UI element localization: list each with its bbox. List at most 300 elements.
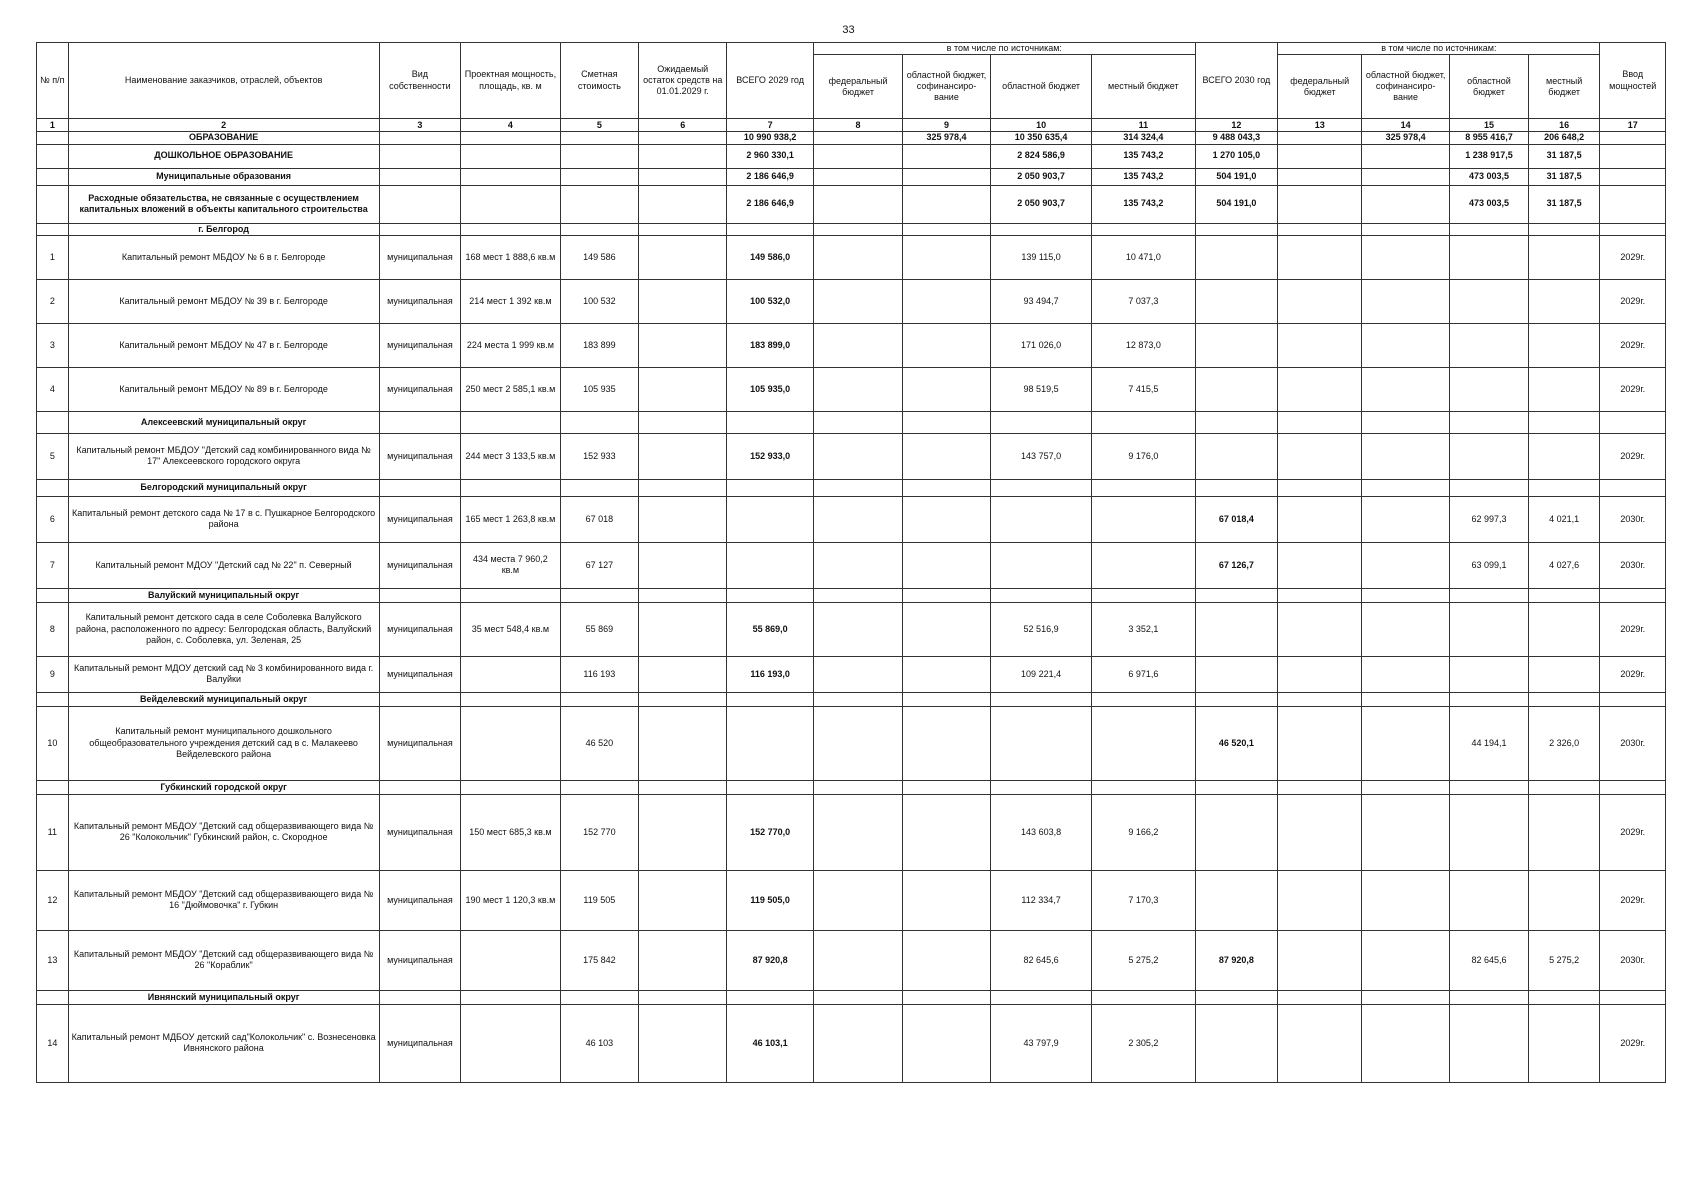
table-cell: 2030г.	[1600, 706, 1666, 780]
table-cell: 171 026,0	[990, 323, 1091, 367]
table-cell	[639, 144, 727, 168]
table-cell	[814, 930, 903, 990]
table-cell	[1528, 794, 1600, 870]
table-cell: муниципальная	[379, 794, 461, 870]
header-ownership: Вид собственности	[379, 43, 461, 119]
table-cell	[639, 496, 727, 542]
object-name: Капитальный ремонт детского сада № 17 в с. Пушкарное Белгородского района	[68, 496, 379, 542]
table-cell: 12 873,0	[1092, 323, 1195, 367]
table-cell: 2 305,2	[1092, 1004, 1195, 1082]
table-cell	[560, 588, 639, 602]
table-cell	[1528, 588, 1600, 602]
table-cell: 168 мест 1 888,6 кв.м	[461, 235, 560, 279]
table-cell	[1195, 780, 1278, 794]
object-name: Капитальный ремонт МБДОУ № 39 в г. Белгороде	[68, 279, 379, 323]
header-name: Наименование заказчиков, отраслей, объектов	[68, 43, 379, 119]
table-cell	[814, 794, 903, 870]
table-cell	[814, 323, 903, 367]
column-number: 8	[814, 119, 903, 132]
table-row	[37, 602, 1666, 656]
table-cell: 2029г.	[1600, 323, 1666, 367]
table-cell	[1195, 602, 1278, 656]
table-cell	[1528, 323, 1600, 367]
table-cell	[903, 990, 991, 1004]
section-num-cell	[37, 692, 69, 706]
header-num: № п/п	[37, 43, 69, 119]
table-cell	[560, 692, 639, 706]
table-row	[37, 279, 1666, 323]
table-row	[37, 706, 1666, 780]
table-cell: 2029г.	[1600, 433, 1666, 479]
table-cell: 119 505	[560, 870, 639, 930]
table-cell: 87 920,8	[727, 930, 814, 990]
table-cell: 10 471,0	[1092, 235, 1195, 279]
table-row	[37, 323, 1666, 367]
table-cell: 244 мест 3 133,5 кв.м	[461, 433, 560, 479]
table-cell	[903, 794, 991, 870]
section-num-cell	[37, 411, 69, 433]
column-number: 6	[639, 119, 727, 132]
table-cell: 112 334,7	[990, 870, 1091, 930]
table-cell: 55 869	[560, 602, 639, 656]
table-cell	[639, 542, 727, 588]
table-cell	[639, 794, 727, 870]
table-cell	[639, 185, 727, 223]
table-cell: 67 018,4	[1195, 496, 1278, 542]
table-cell	[639, 602, 727, 656]
section-num-cell	[37, 479, 69, 496]
row-number: 12	[37, 870, 69, 930]
column-number: 4	[461, 119, 560, 132]
table-cell	[1362, 479, 1450, 496]
table-cell: 214 мест 1 392 кв.м	[461, 279, 560, 323]
table-cell: 152 770	[560, 794, 639, 870]
table-cell	[1450, 433, 1529, 479]
table-cell	[1362, 235, 1450, 279]
table-row	[37, 930, 1666, 990]
table-row	[37, 794, 1666, 870]
table-cell	[1450, 279, 1529, 323]
table-cell: 6 971,6	[1092, 656, 1195, 692]
table-cell	[814, 185, 903, 223]
table-cell	[1362, 656, 1450, 692]
table-cell	[814, 223, 903, 235]
table-cell	[1600, 990, 1666, 1004]
table-cell	[461, 1004, 560, 1082]
header-sources-2030: в том числе по источникам:	[1278, 43, 1600, 55]
table-cell: 100 532	[560, 279, 639, 323]
row-number	[37, 144, 69, 168]
table-cell: 2 050 903,7	[990, 168, 1091, 185]
table-cell	[990, 496, 1091, 542]
table-cell: 2029г.	[1600, 367, 1666, 411]
table-cell	[1362, 323, 1450, 367]
table-cell	[379, 411, 461, 433]
table-cell	[1528, 411, 1600, 433]
table-cell: 82 645,6	[990, 930, 1091, 990]
table-cell	[1278, 692, 1362, 706]
table-cell	[1450, 780, 1529, 794]
table-cell	[639, 656, 727, 692]
table-cell	[727, 692, 814, 706]
table-cell	[903, 542, 991, 588]
table-cell	[1450, 602, 1529, 656]
table-cell	[1195, 367, 1278, 411]
table-cell	[1195, 235, 1278, 279]
table-cell	[639, 780, 727, 794]
table-cell	[1600, 692, 1666, 706]
row-number: 14	[37, 1004, 69, 1082]
table-cell	[1450, 411, 1529, 433]
table-cell: 150 мест 685,3 кв.м	[461, 794, 560, 870]
table-cell: муниципальная	[379, 235, 461, 279]
header-capacity: Проектная мощность, площадь, кв. м	[461, 43, 560, 119]
table-cell	[560, 479, 639, 496]
table-cell: 152 933,0	[727, 433, 814, 479]
row-number	[37, 168, 69, 185]
table-cell	[1600, 132, 1666, 144]
table-cell	[727, 479, 814, 496]
table-cell	[379, 132, 461, 144]
table-cell	[639, 479, 727, 496]
table-cell: 105 935,0	[727, 367, 814, 411]
table-cell	[639, 223, 727, 235]
table-cell	[814, 990, 903, 1004]
table-cell	[814, 367, 903, 411]
table-cell	[903, 279, 991, 323]
table-cell	[1362, 411, 1450, 433]
table-cell	[1362, 144, 1450, 168]
header-regional-2029: областной бюджет	[990, 55, 1091, 119]
row-number: 2	[37, 279, 69, 323]
row-number: 10	[37, 706, 69, 780]
table-cell	[1278, 279, 1362, 323]
table-cell	[1528, 656, 1600, 692]
table-cell	[814, 496, 903, 542]
table-cell	[461, 479, 560, 496]
table-cell	[1278, 930, 1362, 990]
table-cell	[814, 706, 903, 780]
table-cell	[990, 692, 1091, 706]
table-cell	[1362, 168, 1450, 185]
table-cell: 119 505,0	[727, 870, 814, 930]
object-name: Капитальный ремонт МБДОУ "Детский сад комбинированного вида № 17" Алексеевского городского округа	[68, 433, 379, 479]
table-cell: 9 166,2	[1092, 794, 1195, 870]
table-cell	[1450, 588, 1529, 602]
table-cell	[1278, 433, 1362, 479]
table-cell: 31 187,5	[1528, 185, 1600, 223]
table-cell	[1092, 692, 1195, 706]
table-cell	[903, 168, 991, 185]
table-cell	[639, 692, 727, 706]
table-cell	[1600, 780, 1666, 794]
table-cell	[1362, 223, 1450, 235]
table-cell	[903, 602, 991, 656]
table-cell	[1092, 542, 1195, 588]
table-cell: 44 194,1	[1450, 706, 1529, 780]
table-cell: 1 238 917,5	[1450, 144, 1529, 168]
table-cell	[639, 433, 727, 479]
object-name: ОБРАЗОВАНИЕ	[68, 132, 379, 144]
table-cell	[903, 656, 991, 692]
table-cell: 46 520	[560, 706, 639, 780]
row-number: 4	[37, 367, 69, 411]
table-cell	[1600, 168, 1666, 185]
table-cell	[379, 168, 461, 185]
table-cell: 98 519,5	[990, 367, 1091, 411]
table-cell	[1528, 1004, 1600, 1082]
table-cell	[1092, 990, 1195, 1004]
table-cell	[1450, 794, 1529, 870]
table-cell: 206 648,2	[1528, 132, 1600, 144]
table-cell: 314 324,4	[1092, 132, 1195, 144]
table-cell: 52 516,9	[990, 602, 1091, 656]
table-cell: муниципальная	[379, 496, 461, 542]
table-cell	[814, 433, 903, 479]
table-cell	[814, 542, 903, 588]
section-num-cell	[37, 588, 69, 602]
table-cell	[990, 780, 1091, 794]
table-cell: 82 645,6	[1450, 930, 1529, 990]
table-cell	[903, 223, 991, 235]
table-cell	[1278, 542, 1362, 588]
table-cell	[903, 479, 991, 496]
table-cell: 31 187,5	[1528, 168, 1600, 185]
table-cell	[990, 542, 1091, 588]
table-cell: 46 520,1	[1195, 706, 1278, 780]
table-cell: муниципальная	[379, 367, 461, 411]
section-title: Вейделевский муниципальный округ	[68, 692, 379, 706]
table-cell: муниципальная	[379, 542, 461, 588]
table-cell	[903, 433, 991, 479]
table-cell	[1362, 542, 1450, 588]
table-cell	[639, 706, 727, 780]
table-cell	[903, 496, 991, 542]
object-name: Капитальный ремонт МДОУ детский сад № 3 комбинированного вида г. Валуйки	[68, 656, 379, 692]
table-cell: 55 869,0	[727, 602, 814, 656]
table-cell	[1450, 223, 1529, 235]
table-cell	[1092, 479, 1195, 496]
row-number: 7	[37, 542, 69, 588]
table-cell	[727, 780, 814, 794]
section-row	[37, 223, 1666, 235]
object-name: Капитальный ремонт детского сада в селе Соболевка Валуйского района, расположенного по адресу: Белгородская область, Валуйский район, с. Соболевка, ул. Зеленая, 25	[68, 602, 379, 656]
column-number-row	[37, 119, 1666, 132]
table-cell	[379, 223, 461, 235]
header-local-2029: местный бюджет	[1092, 55, 1195, 119]
table-cell	[814, 132, 903, 144]
table-cell: 10 350 635,4	[990, 132, 1091, 144]
object-name: Капитальный ремонт муниципального дошкольного общеобразовательного учреждения детский сад в с. Малакеево Вейделевского района	[68, 706, 379, 780]
table-cell	[1278, 588, 1362, 602]
row-number: 9	[37, 656, 69, 692]
table-cell: 2029г.	[1600, 794, 1666, 870]
column-number: 12	[1195, 119, 1278, 132]
row-number: 3	[37, 323, 69, 367]
table-cell	[1362, 602, 1450, 656]
table-cell: 67 018	[560, 496, 639, 542]
table-cell	[1528, 479, 1600, 496]
table-cell: 2029г.	[1600, 870, 1666, 930]
table-row	[37, 1004, 1666, 1082]
table-cell	[814, 692, 903, 706]
table-cell	[1195, 588, 1278, 602]
table-cell	[1528, 433, 1600, 479]
table-cell: 149 586,0	[727, 235, 814, 279]
table-cell	[560, 411, 639, 433]
table-cell	[727, 990, 814, 1004]
table-cell: 4 027,6	[1528, 542, 1600, 588]
table-cell	[1362, 279, 1450, 323]
table-cell	[1195, 794, 1278, 870]
table-cell	[1450, 990, 1529, 1004]
row-number	[37, 185, 69, 223]
total-row	[37, 168, 1666, 185]
table-cell: 165 мест 1 263,8 кв.м	[461, 496, 560, 542]
column-number: 7	[727, 119, 814, 132]
table-cell: муниципальная	[379, 323, 461, 367]
table-cell	[1278, 132, 1362, 144]
section-title: Ивнянский муниципальный округ	[68, 990, 379, 1004]
row-number: 6	[37, 496, 69, 542]
table-cell	[1362, 185, 1450, 223]
table-cell: 2029г.	[1600, 235, 1666, 279]
table-cell	[814, 479, 903, 496]
table-cell	[1278, 411, 1362, 433]
table-cell	[1278, 870, 1362, 930]
table-cell: 116 193,0	[727, 656, 814, 692]
object-name: Капитальный ремонт МДОУ "Детский сад № 22" п. Северный	[68, 542, 379, 588]
table-cell	[639, 235, 727, 279]
table-cell	[1278, 479, 1362, 496]
table-cell: 152 770,0	[727, 794, 814, 870]
section-title: г. Белгород	[68, 223, 379, 235]
table-cell: 149 586	[560, 235, 639, 279]
table-cell	[1278, 367, 1362, 411]
object-name: Капитальный ремонт МДБОУ детский сад"Колокольчик" с. Вознесеновка Ивнянского района	[68, 1004, 379, 1082]
column-number: 1	[37, 119, 69, 132]
table-cell	[903, 323, 991, 367]
header-regional-2030: областной бюджет	[1450, 55, 1529, 119]
object-name: Муниципальные образования	[68, 168, 379, 185]
table-cell	[461, 132, 560, 144]
header-federal-2029: федеральный бюджет	[814, 55, 903, 119]
table-cell	[1528, 780, 1600, 794]
table-cell	[461, 588, 560, 602]
table-cell: 2029г.	[1600, 1004, 1666, 1082]
object-name: Капитальный ремонт МБДОУ "Детский сад общеразвивающего вида № 16 "Дюймовочка" г. Губкин	[68, 870, 379, 930]
table-cell	[903, 780, 991, 794]
row-number: 13	[37, 930, 69, 990]
table-cell: муниципальная	[379, 433, 461, 479]
table-cell	[1528, 279, 1600, 323]
table-cell: 175 842	[560, 930, 639, 990]
capital-repair-table	[36, 42, 1666, 1083]
table-cell: 7 415,5	[1092, 367, 1195, 411]
table-cell	[1450, 870, 1529, 930]
table-cell: 250 мест 2 585,1 кв.м	[461, 367, 560, 411]
column-number: 3	[379, 119, 461, 132]
column-number: 16	[1528, 119, 1600, 132]
table-cell	[1600, 223, 1666, 235]
table-cell	[1195, 323, 1278, 367]
table-cell: 434 места 7 960,2 кв.м	[461, 542, 560, 588]
table-cell	[639, 168, 727, 185]
table-cell	[1195, 279, 1278, 323]
table-cell	[903, 1004, 991, 1082]
section-num-cell	[37, 223, 69, 235]
table-cell	[814, 870, 903, 930]
table-cell	[1278, 706, 1362, 780]
table-row	[37, 496, 1666, 542]
table-cell	[814, 780, 903, 794]
table-cell	[903, 411, 991, 433]
object-name: Капитальный ремонт МБДОУ "Детский сад общеразвивающего вида № 26 "Кораблик"	[68, 930, 379, 990]
table-cell	[1278, 496, 1362, 542]
table-cell	[1450, 479, 1529, 496]
table-cell: 43 797,9	[990, 1004, 1091, 1082]
table-cell: 35 мест 548,4 кв.м	[461, 602, 560, 656]
table-cell: 31 187,5	[1528, 144, 1600, 168]
table-cell	[1528, 990, 1600, 1004]
table-cell: 8 955 416,7	[1450, 132, 1529, 144]
table-cell	[1278, 794, 1362, 870]
table-cell	[903, 930, 991, 990]
table-cell: 93 494,7	[990, 279, 1091, 323]
table-cell	[379, 479, 461, 496]
header-sources-2029: в том числе по источникам:	[814, 43, 1195, 55]
column-number: 17	[1600, 119, 1666, 132]
table-cell	[1278, 990, 1362, 1004]
table-cell	[1528, 367, 1600, 411]
table-cell	[639, 588, 727, 602]
table-cell: 139 115,0	[990, 235, 1091, 279]
table-cell	[990, 479, 1091, 496]
section-num-cell	[37, 780, 69, 794]
row-number	[37, 132, 69, 144]
table-cell	[1528, 870, 1600, 930]
table-cell	[1362, 433, 1450, 479]
table-cell	[1600, 411, 1666, 433]
object-name: Капитальный ремонт МБДОУ № 89 в г. Белгороде	[68, 367, 379, 411]
table-cell	[1362, 870, 1450, 930]
table-cell	[903, 692, 991, 706]
table-cell	[461, 168, 560, 185]
table-cell	[990, 223, 1091, 235]
table-cell: 325 978,4	[1362, 132, 1450, 144]
table-cell	[639, 323, 727, 367]
table-cell: 9 488 043,3	[1195, 132, 1278, 144]
table-cell	[1528, 223, 1600, 235]
table-cell	[560, 144, 639, 168]
table-cell	[1362, 496, 1450, 542]
table-cell	[1450, 235, 1529, 279]
table-cell	[814, 168, 903, 185]
total-row	[37, 132, 1666, 144]
table-row	[37, 542, 1666, 588]
table-cell	[1278, 185, 1362, 223]
table-cell	[903, 870, 991, 930]
section-row	[37, 692, 1666, 706]
table-cell: 2030г.	[1600, 496, 1666, 542]
total-row	[37, 185, 1666, 223]
object-name: ДОШКОЛЬНОЕ ОБРАЗОВАНИЕ	[68, 144, 379, 168]
table-row	[37, 433, 1666, 479]
column-number: 13	[1278, 119, 1362, 132]
table-cell	[639, 367, 727, 411]
table-cell: 5 275,2	[1528, 930, 1600, 990]
column-number: 11	[1092, 119, 1195, 132]
